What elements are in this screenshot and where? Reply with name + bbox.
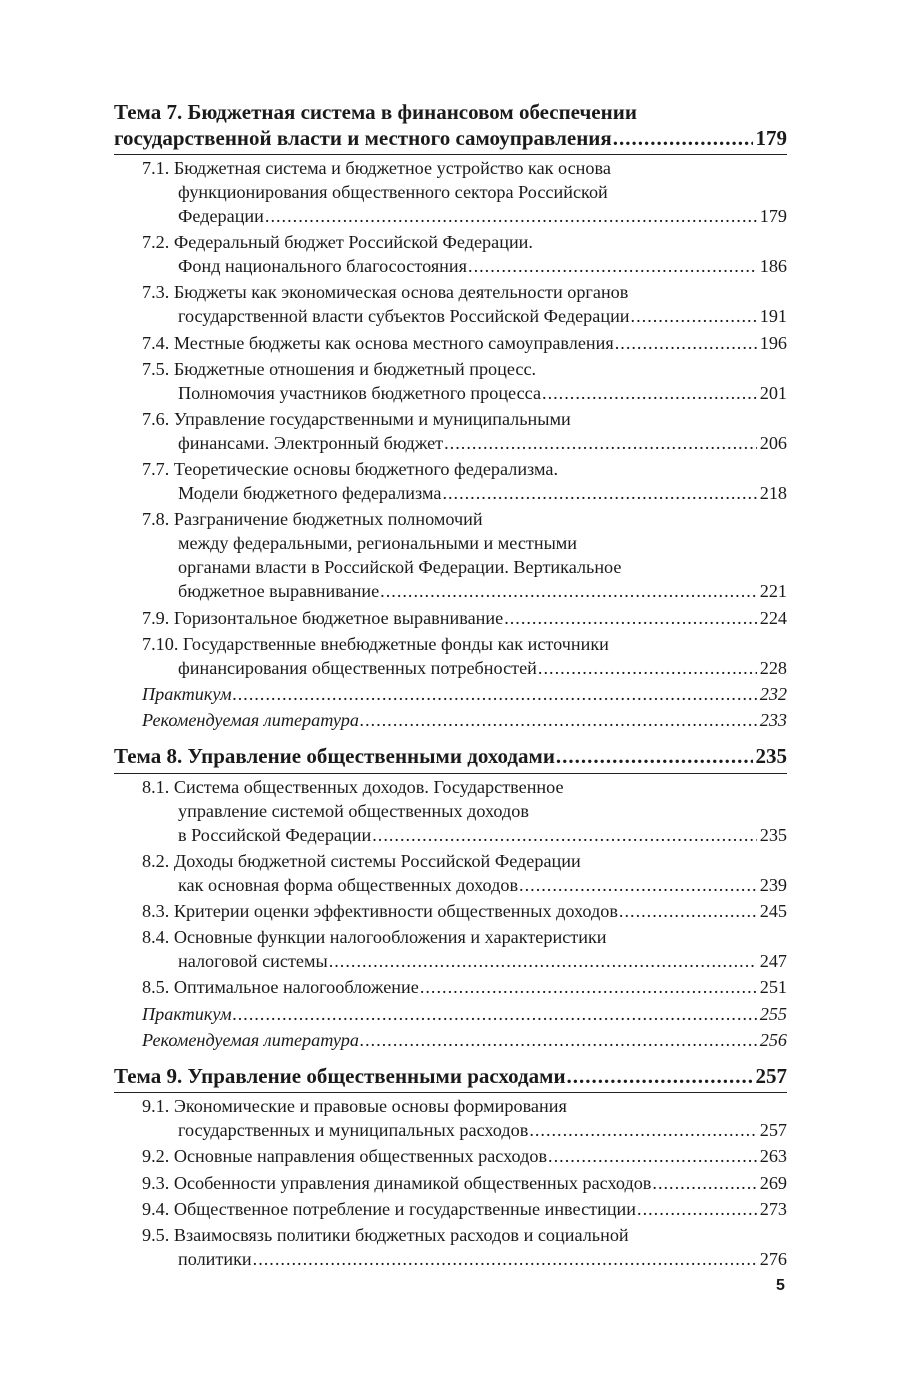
topic-heading xyxy=(114,100,787,155)
topic-heading xyxy=(114,744,787,774)
toc-entry xyxy=(114,632,787,680)
toc-entry xyxy=(114,407,787,455)
entry-row xyxy=(142,481,787,505)
toc-entry xyxy=(114,1094,787,1142)
leader-dots xyxy=(265,204,757,228)
leader-dots xyxy=(233,1002,757,1026)
entry-page-number: 256 xyxy=(759,1029,787,1050)
leader-dots xyxy=(538,656,757,680)
topic-items xyxy=(114,155,787,732)
table-of-contents xyxy=(114,100,787,1271)
entry-row xyxy=(142,331,787,355)
entry-text: государственных и муниципальных расходов xyxy=(178,1120,529,1141)
toc-entry xyxy=(114,230,787,278)
entry-page-number: 201 xyxy=(759,382,787,403)
entry-line: 7.3. Бюджеты как экономическая основа деятельности органов xyxy=(142,282,629,303)
entry-line: 7.6. Управление государственными и муниципальными xyxy=(142,408,571,429)
toc-entry xyxy=(114,899,787,923)
entry-text: 9.2. Основные направления общественных расходов xyxy=(142,1146,548,1167)
entry-page-number: 269 xyxy=(759,1172,787,1193)
toc-topic xyxy=(114,744,787,1052)
entry-text: финансирования общественных потребностей xyxy=(178,657,537,678)
entry-text: финансами. Электронный бюджет xyxy=(178,432,444,453)
entry-line: органами власти в Российской Федерации. Вертикальное xyxy=(178,557,622,578)
topic-heading-line: Тема 7. Бюджетная система в финансовом обеспечении xyxy=(114,100,637,124)
leader-dots xyxy=(372,823,757,847)
entry-row xyxy=(142,1118,787,1142)
leader-dots xyxy=(468,254,757,278)
entry-row xyxy=(142,204,787,228)
entry-text: Модели бюджетного федерализма xyxy=(178,483,442,504)
leader-dots xyxy=(556,744,753,770)
entry-page-number: 276 xyxy=(759,1248,787,1269)
topic-heading-row xyxy=(114,1064,787,1090)
toc-extra-entry xyxy=(114,1002,787,1026)
entry-page-number: 235 xyxy=(759,824,787,845)
entry-page-number: 228 xyxy=(759,657,787,678)
entry-line: функционирования общественного сектора Российской xyxy=(178,182,608,202)
entry-page-number: 245 xyxy=(759,900,787,921)
topic-items xyxy=(114,774,787,1052)
entry-page-number: 179 xyxy=(759,206,787,226)
entry-text: Полномочия участников бюджетного процесса xyxy=(178,382,542,403)
entry-row xyxy=(142,708,787,732)
entry-page-number: 233 xyxy=(759,710,787,731)
entry-line: 7.7. Теоретические основы бюджетного федерализма. xyxy=(142,459,558,480)
entry-page-number: 247 xyxy=(759,951,787,972)
entry-page-number: 196 xyxy=(759,332,787,353)
leader-dots xyxy=(542,381,757,405)
toc-entry xyxy=(114,457,787,505)
leader-dots xyxy=(613,126,753,152)
entry-text: 9.3. Особенности управления динамикой общественных расходов xyxy=(142,1172,652,1193)
leader-dots xyxy=(329,949,757,973)
leader-dots xyxy=(519,873,757,897)
leader-dots xyxy=(637,1197,757,1221)
entry-line: 9.5. Взаимосвязь политики бюджетных расходов и социальной xyxy=(142,1224,629,1245)
entry-row xyxy=(142,381,787,405)
toc-entry xyxy=(114,357,787,405)
toc-entry xyxy=(114,1223,787,1271)
toc-extra-entry xyxy=(114,708,787,732)
entry-text: 7.9. Горизонтальное бюджетное выравнивание xyxy=(142,607,504,628)
toc-entry xyxy=(114,925,787,973)
leader-dots xyxy=(442,481,756,505)
entry-row xyxy=(142,949,787,973)
leader-dots xyxy=(548,1144,757,1168)
topic-heading-text: Тема 8. Управление общественными доходами xyxy=(114,744,555,769)
topic-heading-text: Тема 9. Управление общественными расходами xyxy=(114,1063,566,1088)
entry-row xyxy=(142,1197,787,1221)
entry-row xyxy=(142,823,787,847)
toc-entry xyxy=(114,156,787,228)
entry-row xyxy=(142,1028,787,1052)
toc-entry xyxy=(114,331,787,355)
entry-line: 7.10. Государственные внебюджетные фонды как источники xyxy=(142,633,609,654)
entry-page-number: 221 xyxy=(759,581,787,602)
entry-text: политики xyxy=(178,1248,252,1269)
leader-dots xyxy=(631,304,757,328)
entry-row xyxy=(142,975,787,999)
entry-line: 7.2. Федеральный бюджет Российской Федерации. xyxy=(142,232,533,253)
toc-topic xyxy=(114,100,787,732)
entry-page-number: 257 xyxy=(759,1120,787,1141)
leader-dots xyxy=(615,331,757,355)
entry-page-number: 255 xyxy=(759,1003,787,1024)
entry-row xyxy=(142,606,787,630)
topic-heading-text: государственной власти и местного самоуправления xyxy=(114,125,612,150)
toc-entry xyxy=(114,975,787,999)
toc-entry xyxy=(114,606,787,630)
toc-entry xyxy=(114,1144,787,1168)
toc-topic xyxy=(114,1064,787,1271)
leader-dots xyxy=(420,975,757,999)
toc-entry xyxy=(114,507,787,603)
entry-row xyxy=(142,431,787,455)
toc-entry xyxy=(114,849,787,897)
entry-page-number: 224 xyxy=(759,607,787,628)
entry-row xyxy=(142,1247,787,1271)
entry-text: Федерации xyxy=(178,206,264,226)
entry-text: бюджетное выравнивание xyxy=(178,581,380,602)
entry-page-number: 232 xyxy=(759,683,787,704)
leader-dots xyxy=(360,1028,757,1052)
entry-page-number: 239 xyxy=(759,874,787,895)
entry-text: 8.3. Критерии оценки эффективности общественных доходов xyxy=(142,900,618,921)
leader-dots xyxy=(233,682,757,706)
leader-dots xyxy=(652,1171,756,1195)
topic-page-number: 179 xyxy=(755,125,787,150)
leader-dots xyxy=(504,606,757,630)
entry-line: 8.1. Система общественных доходов. Государственное xyxy=(142,776,564,797)
topic-heading xyxy=(114,1064,787,1094)
entry-row xyxy=(142,873,787,897)
toc-entry xyxy=(114,1171,787,1195)
entry-row xyxy=(142,1144,787,1168)
page-number: 5 xyxy=(776,1277,785,1294)
entry-row xyxy=(142,579,787,603)
topic-page-number: 235 xyxy=(755,744,787,769)
entry-text: как основная форма общественных доходов xyxy=(178,874,519,895)
toc-extra-entry xyxy=(114,682,787,706)
toc-extra-entry xyxy=(114,1028,787,1052)
entry-line: 7.5. Бюджетные отношения и бюджетный процесс. xyxy=(142,358,537,379)
entry-page-number: 191 xyxy=(759,306,787,327)
entry-text: Рекомендуемая литература xyxy=(142,710,359,731)
toc-entry xyxy=(114,1197,787,1221)
entry-page-number: 251 xyxy=(759,977,787,998)
toc-entry xyxy=(114,775,787,847)
entry-row xyxy=(142,656,787,680)
entry-line: между федеральными, региональными и местными xyxy=(178,533,578,554)
entry-text: 8.5. Оптимальное налогообложение xyxy=(142,977,419,998)
entry-text: 7.4. Местные бюджеты как основа местного самоуправления xyxy=(142,332,614,353)
leader-dots xyxy=(529,1118,756,1142)
entry-page-number: 206 xyxy=(759,432,787,453)
leader-dots xyxy=(380,579,757,603)
entry-line: 9.1. Экономические и правовые основы формирования xyxy=(142,1096,567,1117)
entry-text: налоговой системы xyxy=(178,951,328,972)
entry-text: 9.4. Общественное потребление и государственные инвестиции xyxy=(142,1198,637,1219)
entry-line: 7.1. Бюджетная система и бюджетное устройство как основа xyxy=(142,158,611,178)
topic-heading-row xyxy=(114,744,787,770)
entry-row xyxy=(142,682,787,706)
entry-row xyxy=(142,899,787,923)
entry-line: управление системой общественных доходов xyxy=(178,800,529,821)
entry-text: Фонд национального благосостояния xyxy=(178,256,468,277)
topic-items xyxy=(114,1093,787,1271)
toc-entry xyxy=(114,280,787,328)
entry-text: в Российской Федерации xyxy=(178,824,372,845)
entry-text: государственной власти субъектов Российской Федерации xyxy=(178,306,630,327)
entry-row xyxy=(142,1171,787,1195)
topic-heading-row xyxy=(114,126,787,152)
entry-page-number: 263 xyxy=(759,1146,787,1167)
entry-row xyxy=(142,1002,787,1026)
leader-dots xyxy=(360,708,757,732)
leader-dots xyxy=(444,431,757,455)
leader-dots xyxy=(567,1064,753,1090)
entry-line: 8.4. Основные функции налогообложения и характеристики xyxy=(142,927,607,948)
entry-text: Практикум xyxy=(142,683,232,704)
entry-row xyxy=(142,304,787,328)
leader-dots xyxy=(619,899,757,923)
entry-page-number: 218 xyxy=(759,483,787,504)
topic-page-number: 257 xyxy=(755,1063,787,1088)
leader-dots xyxy=(253,1247,757,1271)
entry-text: Рекомендуемая литература xyxy=(142,1029,359,1050)
entry-line: 7.8. Разграничение бюджетных полномочий xyxy=(142,509,483,530)
entry-page-number: 273 xyxy=(759,1198,787,1219)
entry-text: Практикум xyxy=(142,1003,232,1024)
entry-line: 8.2. Доходы бюджетной системы Российской Федерации xyxy=(142,850,581,871)
entry-row xyxy=(142,254,787,278)
entry-page-number: 186 xyxy=(759,256,787,277)
